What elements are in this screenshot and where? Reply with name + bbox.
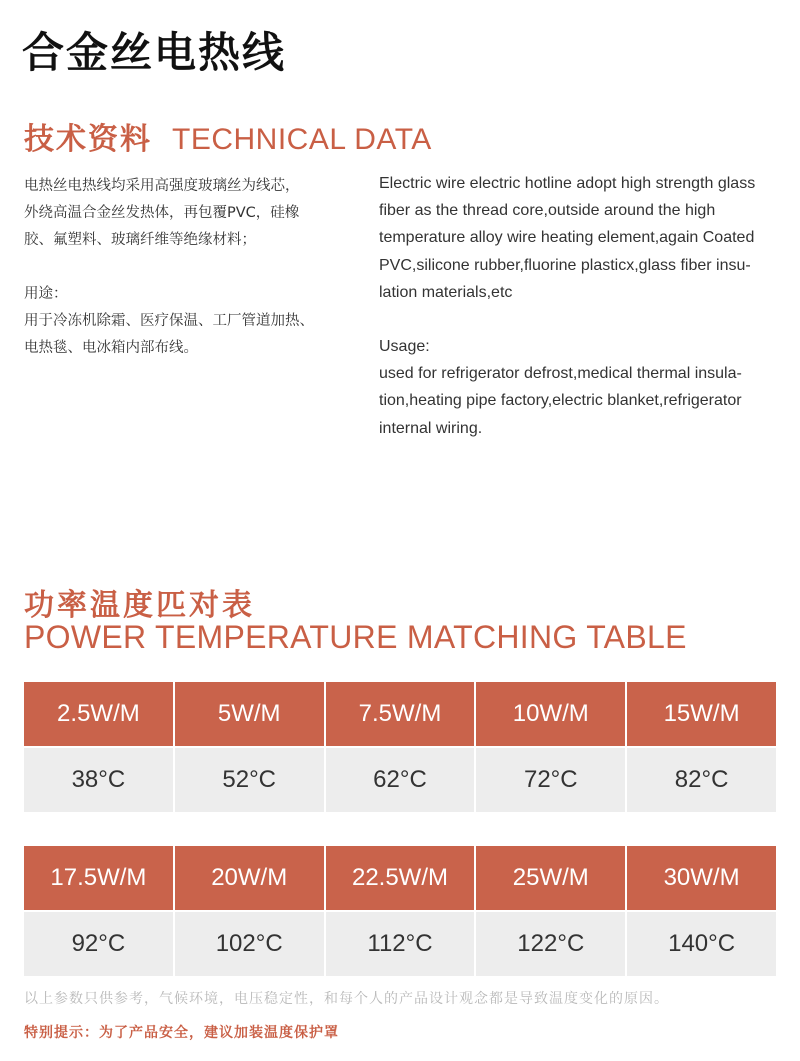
en-usage-line: tion,heating pipe factory,electric blanket,refrigerator xyxy=(379,392,742,410)
power-header-cell: 30W/M xyxy=(627,846,776,910)
temperature-cell: 122°C xyxy=(476,912,625,976)
cn-desc-line: 电热丝电热线均采用高强度玻璃丝为线芯， xyxy=(24,178,300,194)
temperature-cell: 52°C xyxy=(175,748,324,812)
safety-tip: 特别提示：为了产品安全，建议加装温度保护罩 xyxy=(24,1025,339,1041)
power-header-cell: 20W/M xyxy=(175,846,324,910)
cn-usage-label: 用途： xyxy=(24,286,68,302)
power-table-title-en: POWER TEMPERATURE MATCHING TABLE xyxy=(24,619,687,655)
technical-data-heading-zh: 技术资料 xyxy=(24,122,152,157)
technical-data-heading xyxy=(24,114,432,158)
power-header-cell: 10W/M xyxy=(476,682,625,746)
temperature-cell: 62°C xyxy=(326,748,475,812)
disclaimer-note: 以上参数只供参考，气候环境，电压稳定性，和每个人的产品设计观念都是导致温度变化的原因。 xyxy=(24,991,669,1007)
power-header-cell: 5W/M xyxy=(175,682,324,746)
power-temperature-table-2 xyxy=(24,846,776,976)
temperature-cell: 92°C xyxy=(24,912,173,976)
english-description xyxy=(379,170,777,442)
en-usage-line: internal wiring. xyxy=(379,419,483,437)
power-header-cell: 15W/M xyxy=(627,682,776,746)
temperature-cell: 82°C xyxy=(627,748,776,812)
power-header-cell: 25W/M xyxy=(476,846,625,910)
chinese-description xyxy=(24,173,344,362)
temperature-cell: 112°C xyxy=(326,912,475,976)
power-table-title-zh: 功率温度匹对表 xyxy=(24,588,255,623)
cn-desc-line: 外绕高温合金丝发热体，再包覆PVC，硅橡 xyxy=(24,205,300,221)
power-header-cell: 17.5W/M xyxy=(24,846,173,910)
en-desc-line: Electric wire electric hotline adopt high strength glass xyxy=(379,175,756,192)
power-header-cell: 22.5W/M xyxy=(326,846,475,910)
temperature-cell: 72°C xyxy=(476,748,625,812)
cn-usage-line: 用于冷冻机除霜、医疗保温、工厂管道加热、 xyxy=(24,313,314,329)
cn-usage-line: 电热毯、电冰箱内部布线。 xyxy=(24,340,198,356)
en-usage-line: used for refrigerator defrost,medical thermal insula- xyxy=(379,365,742,383)
temperature-cell: 38°C xyxy=(24,748,173,812)
technical-data-heading-en: TECHNICAL DATA xyxy=(172,123,432,156)
power-temperature-table-1 xyxy=(24,682,776,812)
en-usage-label: Usage: xyxy=(379,338,430,356)
temperature-cell: 140°C xyxy=(627,912,776,976)
en-desc-line: temperature alloy wire heating element,again Coated xyxy=(379,229,755,247)
en-desc-line: lation materials,etc xyxy=(379,283,513,301)
power-header-cell: 7.5W/M xyxy=(326,682,475,746)
power-header-cell: 2.5W/M xyxy=(24,682,173,746)
en-desc-line: fiber as the thread core,outside around the high xyxy=(379,202,716,220)
temperature-cell: 102°C xyxy=(175,912,324,976)
cn-desc-line: 胶、氟塑料、玻璃纤维等绝缘材料； xyxy=(24,232,256,248)
page-title: 合金丝电热线 xyxy=(22,28,287,77)
en-desc-line: PVC,silicone rubber,fluorine plasticx,glass fiber insu- xyxy=(379,256,751,274)
